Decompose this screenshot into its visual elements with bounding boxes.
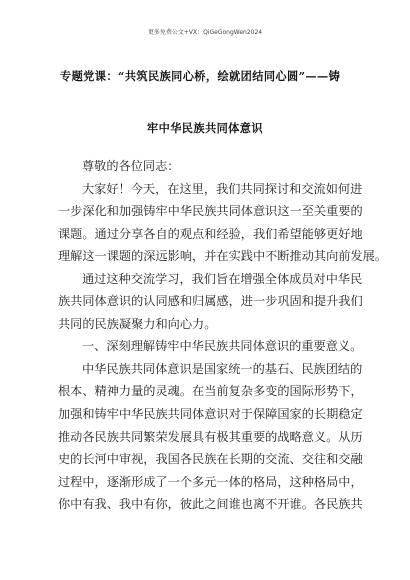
paragraph-line: 根本、精神力量的灵魂。在当前复杂多变的国际形势下，: [58, 384, 363, 399]
paragraph-line: 族共同体意识的认同感和归属感，进一步巩固和提升我们: [58, 294, 363, 309]
document-title-line-1: 专题党课：“共筑民族同心桥，绘就团结同心圆”——铸: [60, 69, 341, 83]
paragraph-line: 过程中，逐渐形成了一个多元一体的格局，这种格局中，: [58, 474, 363, 489]
paragraph-line: 推动各民族共同繁荣发展具有极其重要的战略意义。从历: [58, 429, 363, 444]
paragraph-line: 理解这一课题的深远影响，并在实践中不断推动其向前发展。: [58, 249, 388, 264]
paragraph-line: 共同的民族凝聚力和向心力。: [58, 316, 217, 331]
paragraph-line: 课题。通过分享各自的观点和经验，我们希望能够更好地: [58, 226, 363, 241]
document-body: [58, 155, 388, 516]
header-note: 更多免费公文+VX：QiGeGongWen2024: [147, 29, 263, 36]
paragraph-line: 史的长河中审视，我国各民族在长期的交流、交往和交融: [58, 452, 363, 467]
paragraph-line: 你中有我、我中有你，彼此之间谁也离不开谁。各民族共: [58, 497, 363, 512]
paragraph-line: 大家好！今天，在这里，我们共同探讨和交流如何进: [82, 181, 363, 196]
paragraph-line: 加强和铸牢中华民族共同体意识对于保障国家的长期稳定: [58, 407, 363, 422]
paragraph-line: 中华民族共同体意识是国家统一的基石、民族团结的: [82, 361, 363, 376]
paragraph-line: 一步深化和加强铸牢中华民族共同体意识这一至关重要的: [58, 204, 363, 219]
document-title-line-2: 牢中华民族共同体意识: [147, 121, 263, 135]
section-heading: 一、深刻理解铸牢中华民族共同体意识的重要意义。: [82, 339, 363, 354]
salutation: 尊敬的各位同志：: [82, 159, 180, 173]
paragraph-line: 通过这种交流学习，我们旨在增强全体成员对中华民: [82, 271, 363, 286]
